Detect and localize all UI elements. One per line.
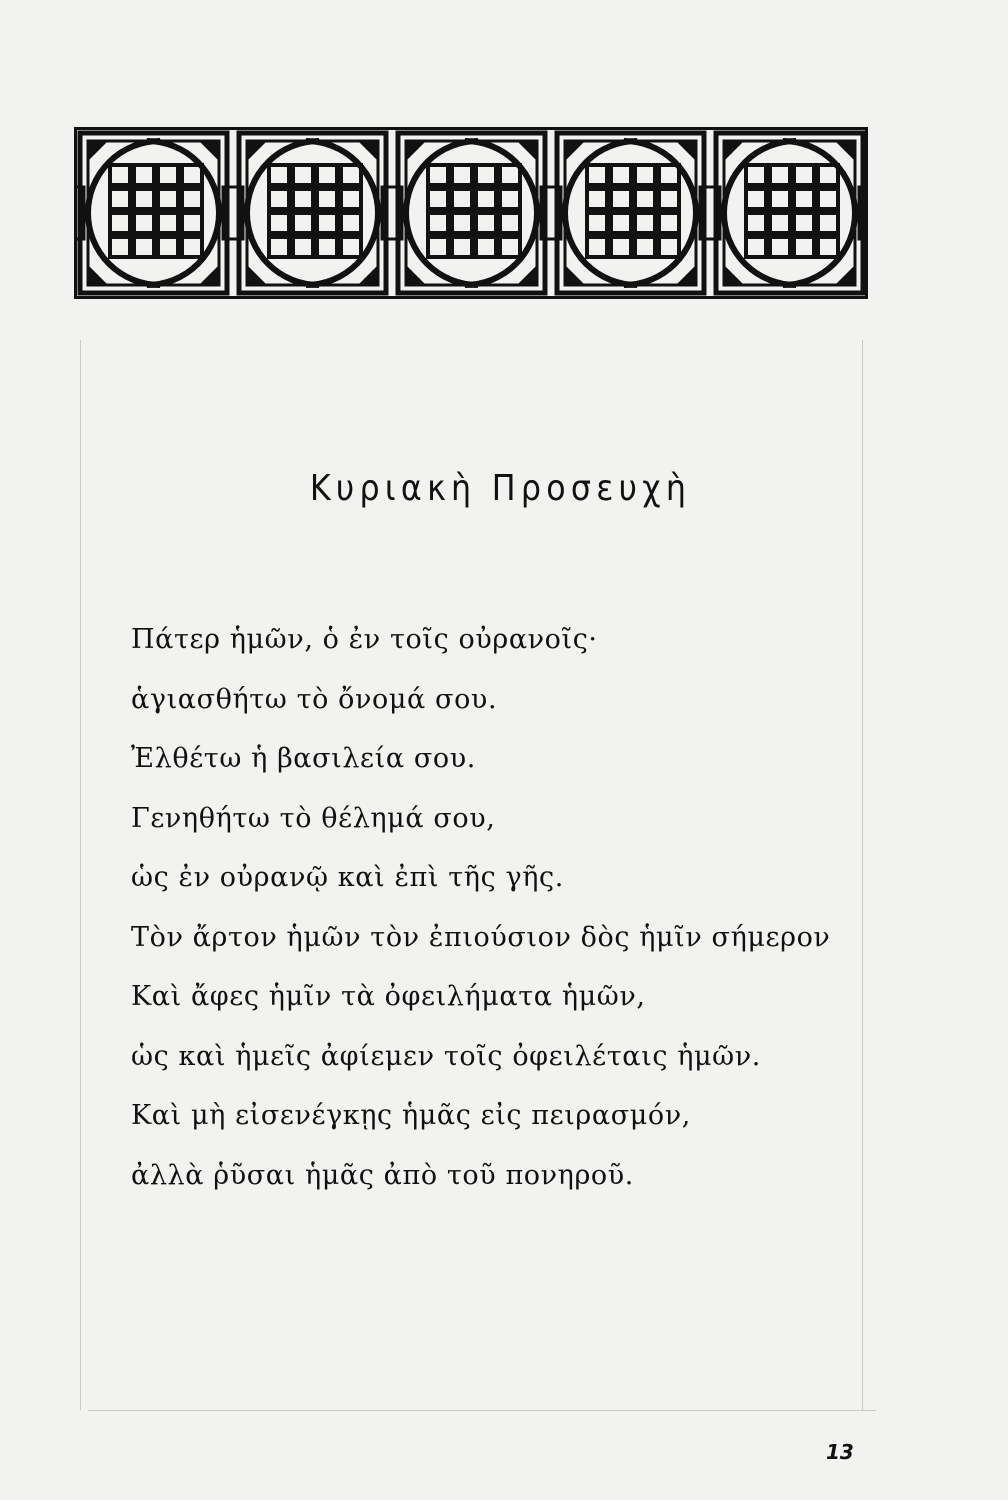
prayer-text [131,610,851,1205]
page-number: 13 [826,1440,854,1464]
prayer-line: Τὸν ἄρτον ἡμῶν τὸν ἐπιούσιον δὸς ἡμῖν σήμερον [131,921,831,953]
prayer-line: ἀλλὰ ῥῦσαι ἡμᾶς ἀπὸ τοῦ πονηροῦ. [131,1159,634,1191]
frame-bottom-rule [88,1410,876,1411]
prayer-line: ὡς καὶ ἡμεῖς ἀφίεμεν τοῖς ὀφειλέταις ἡμῶν. [131,1040,761,1072]
prayer-line: ἁγιασθήτω τὸ ὄνομά σου. [131,683,498,715]
ornamental-band [74,127,868,299]
prayer-line: ὡς ἐν οὐρανῷ καὶ ἐπὶ τῆς γῆς. [131,862,564,893]
prayer-line: Καὶ μὴ εἰσενέγκῃς ἡμᾶς εἰς πειρασμόν, [131,1100,691,1131]
prayer-line: Γενηθήτω τὸ θέλημά σου, [131,802,496,834]
prayer-line: Ἐλθέτω ἡ βασιλεία σου. [131,743,476,774]
prayer-line: Καὶ ἄφες ἡμῖν τὰ ὀφειλήματα ἡμῶν, [131,981,646,1012]
page-title: Κυριακὴ Προσευχὴ [309,468,692,509]
prayer-line: Πάτερ ἡμῶν, ὁ ἐν τοῖς οὐρανοῖς· [131,624,598,655]
